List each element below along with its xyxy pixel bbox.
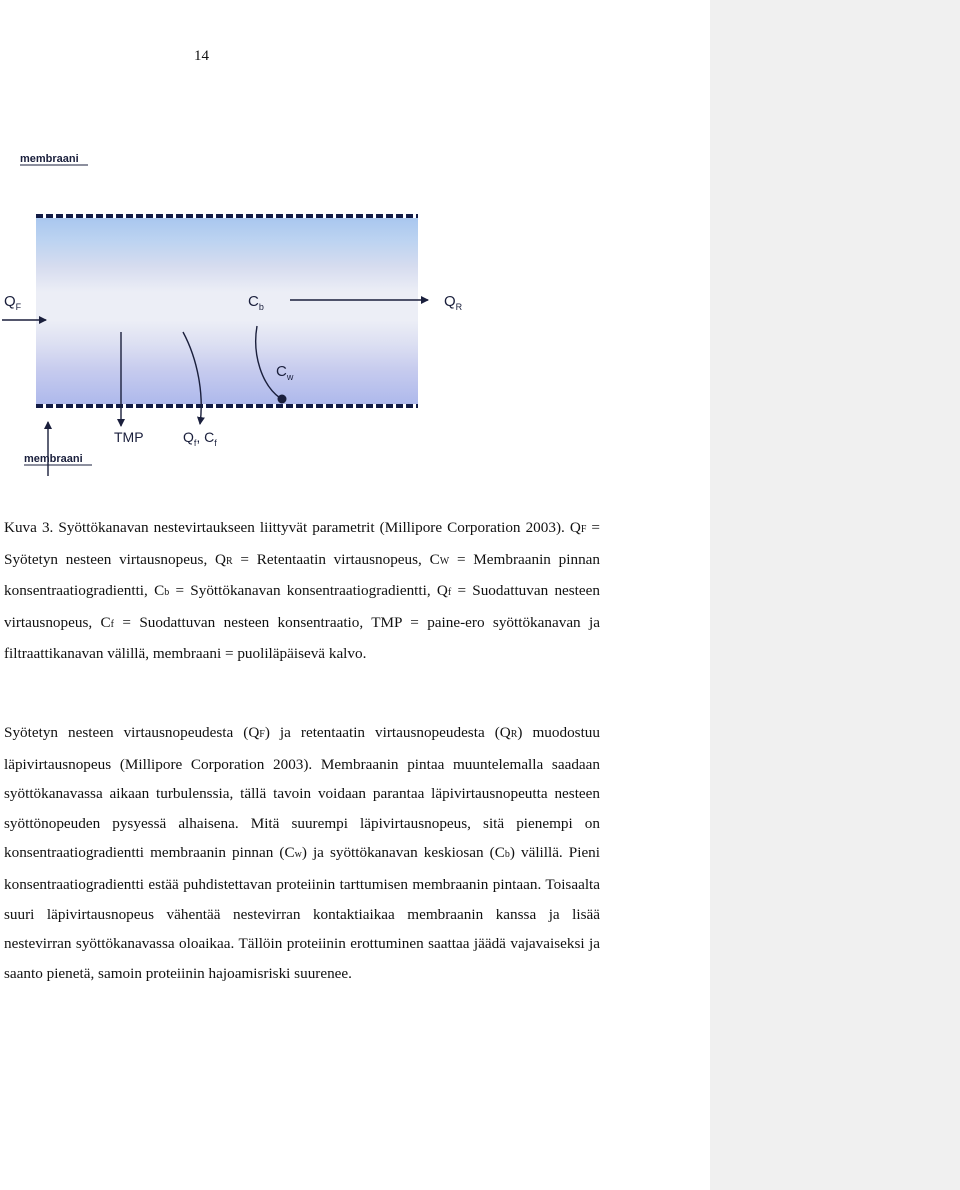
body-text: ) välillä. Pieni konsentraatiogradientti estää puhdistettavan proteiinin tarttumisen membraanin pintaan. Toisaalta suuri läpivirtausnopeus vähentää nestevirran kontaktiaikaa membraanin kanssa ja lisää nestevirran syöttökanavassa oloaikaa. Tällöin proteiinin erottuminen saattaa jäädä vajavaiseksi ja saanto pienetä, samoin proteiinin hajoamisriski suurenee. <box>4 844 600 982</box>
membrane-bottom-label: membraani <box>24 453 83 465</box>
caption-text: = Syötetyn nesteen virtausnopeus, <box>4 519 600 568</box>
body-cw-sub: w <box>294 849 302 861</box>
cw-point-marker <box>278 395 287 404</box>
caption-text: Kuva 3. Syöttökanavan nestevirtaukseen liittyvät parametrit (Millipore Corporation 2003). <box>4 519 570 536</box>
caption-qr-symbol: Q <box>215 550 226 568</box>
caption-text: = Retentaatin virtausnopeus, <box>232 550 430 568</box>
tmp-label: TMP <box>114 429 144 445</box>
caption-cf-sub: f <box>110 618 115 630</box>
caption-text: = Suodattuvan nesteen virtausnopeus, <box>4 582 600 631</box>
body-qf-sub: F <box>259 729 265 740</box>
caption-text: = Membraanin pinnan konsentraatiogradientti, <box>4 550 601 600</box>
body-text: Syötetyn nesteen virtausnopeudesta ( <box>4 724 249 741</box>
qf-label: $Q_F$ <box>4 293 22 312</box>
cw-label: $C_w$ <box>276 363 294 382</box>
cb-label: $C_b$ <box>248 293 264 312</box>
caption-qr-sub: R <box>225 555 233 567</box>
caption-cb-symbol: C <box>154 582 165 600</box>
body-text: ) muodostuu läpivirtausnopeus (Millipore Corporation 2003). Membraanin pintaa muuntelemalla saadaan syöttökanavassa aikaan turbulenssia, tällä tavoin voidaan parantaa läpivirtausnopeutta nesteen syöttönopeuden pysyessä alhaisena. Mitä suurempi läpivirtausnopeus, sitä pienempi on konsentraatiogradientti membraanin pinnan ( <box>4 724 600 862</box>
qf-cf-label: $Q_f$, $C_f$ <box>183 429 217 448</box>
caption-qf-sub: F <box>580 524 587 535</box>
caption-cw-symbol: C <box>429 550 440 568</box>
caption-qf2-sub: f <box>447 587 452 599</box>
caption-qf2-symbol: Q <box>436 582 448 600</box>
caption-text: = Suodattuvan nesteen konsentraatio, TMP = paine-ero syöttökanavan ja filtraattikanavan välillä, membraani = puoliläpäisevä kalvo. <box>4 613 600 663</box>
figure-caption <box>4 513 600 669</box>
body-qr-sub: R <box>510 729 518 740</box>
body-cb-symbol: C <box>494 844 505 862</box>
body-text: ) ja retentaatin virtausnopeudesta ( <box>264 724 500 741</box>
body-qr-symbol: Q <box>499 724 511 741</box>
caption-cw-sub: W <box>439 555 450 567</box>
body-paragraph <box>4 718 600 988</box>
caption-qf-symbol: Q <box>569 519 581 536</box>
membrane-top-label: membraani <box>20 153 79 165</box>
body-cw-symbol: C <box>284 844 295 862</box>
caption-text: = Syöttökanavan konsentraatiogradientti, <box>169 582 437 600</box>
qr-label: $Q_R$ <box>444 293 463 312</box>
figure-canvas <box>0 140 470 480</box>
caption-cf-symbol: C <box>100 613 111 631</box>
body-text: ) ja syöttökanavan keskiosan ( <box>301 844 495 862</box>
membrane-flow-figure <box>0 140 470 480</box>
comment-margin-pane <box>710 0 960 1190</box>
body-qf-symbol: Q <box>248 724 260 741</box>
body-cb-sub: b <box>504 849 510 861</box>
feed-channel <box>36 218 418 404</box>
page-number: 14 <box>194 48 209 64</box>
caption-cb-sub: b <box>164 587 170 599</box>
